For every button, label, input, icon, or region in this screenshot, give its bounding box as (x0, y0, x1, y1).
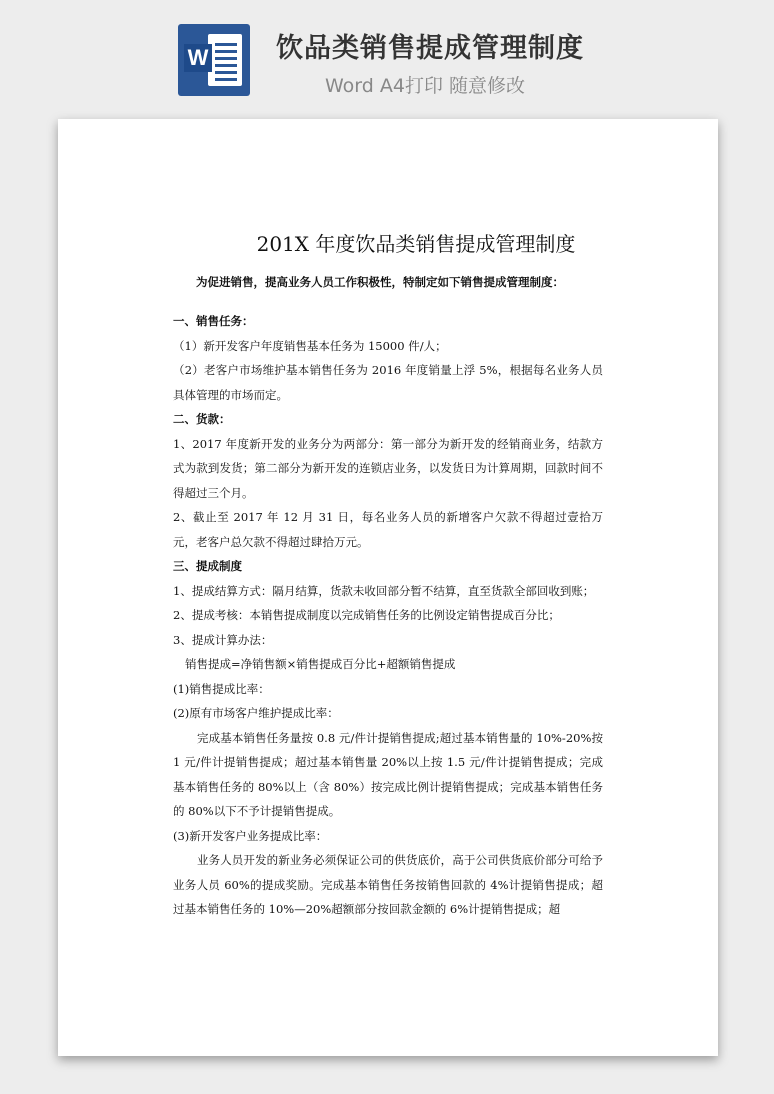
document-page-icon (208, 34, 242, 86)
section-heading: 二、货款： (173, 412, 231, 426)
document-page (58, 119, 718, 1056)
paragraph: 1、2017 年度新开发的业务分为两部分：第一部分为新开发的经销商业务，结款方式为款到发货；第二部分为新开发的连锁店业务，以发货日为计算周期，回款时间不得超过三个月。 (173, 436, 603, 500)
document-title: 201X 年度饮品类销售提成管理制度 (256, 232, 576, 256)
paragraph: （2）老客户市场维护基本销售任务为 2016 年度销量上浮 5%，根据每名业务人员具体管理的市场而定。 (173, 363, 603, 402)
paragraph: (3)新开发客户业务提成比率： (173, 828, 328, 843)
paragraph: （1）新开发客户年度销售基本任务为 15000 件/人； (173, 338, 447, 353)
paragraph: 1、提成结算方式：隔月结算，货款未收回部分暂不结算，直至货款全部回收到账； (173, 583, 595, 598)
word-logo-letter: W (184, 44, 212, 72)
document-body (173, 309, 603, 922)
banner-title: 饮品类销售提成管理制度 (276, 33, 584, 64)
document-intro: 为促进销售，提高业务人员工作积极性，特制定如下销售提成管理制度： (196, 275, 564, 289)
paragraph: 2、截止至 2017 年 12 月 31 日，每名业务人员的新增客户欠款不得超过壹拾万元，老客户总欠款不得超过肆拾万元。 (173, 510, 603, 549)
section-heading: 三、提成制度 (173, 559, 242, 573)
indented-paragraph: 完成基本销售任务量按 0.8 元/件计提销售提成;超过基本销售量的 10%-20%按 1 元/件计提销售提成；超过基本销售量 20%以上按 1.5 元/件计提销售提成；完成基本销售任务的 80%以上（含 80%）按完成比例计提销售提成；完成基本销售任务的 80%以下不予计提销售提成。 (173, 730, 603, 818)
paragraph: 3、提成计算办法： (173, 632, 273, 647)
paragraph: (2)原有市场客户维护提成比率： (173, 706, 339, 720)
word-document-icon (178, 24, 250, 96)
banner-subtitle: Word A4打印 随意修改 (325, 75, 526, 97)
banner (0, 0, 774, 112)
formula-line: 销售提成=净销售额×销售提成百分比+超额销售提成 (185, 657, 456, 671)
paragraph: (1)销售提成比率： (173, 681, 270, 696)
indented-paragraph: 业务人员开发的新业务必须保证公司的供货底价，高于公司供货底价部分可给予业务人员 60%的提成奖励。完成基本销售任务按销售回款的 4%计提销售提成；超过基本销售任务的 10%—20%超额部分按回款金额的 6%计提销售提成；超 (173, 853, 603, 916)
section-heading: 一、销售任务： (173, 314, 254, 328)
paragraph: 2、提成考核：本销售提成制度以完成销售任务的比例设定销售提成百分比； (173, 608, 560, 622)
